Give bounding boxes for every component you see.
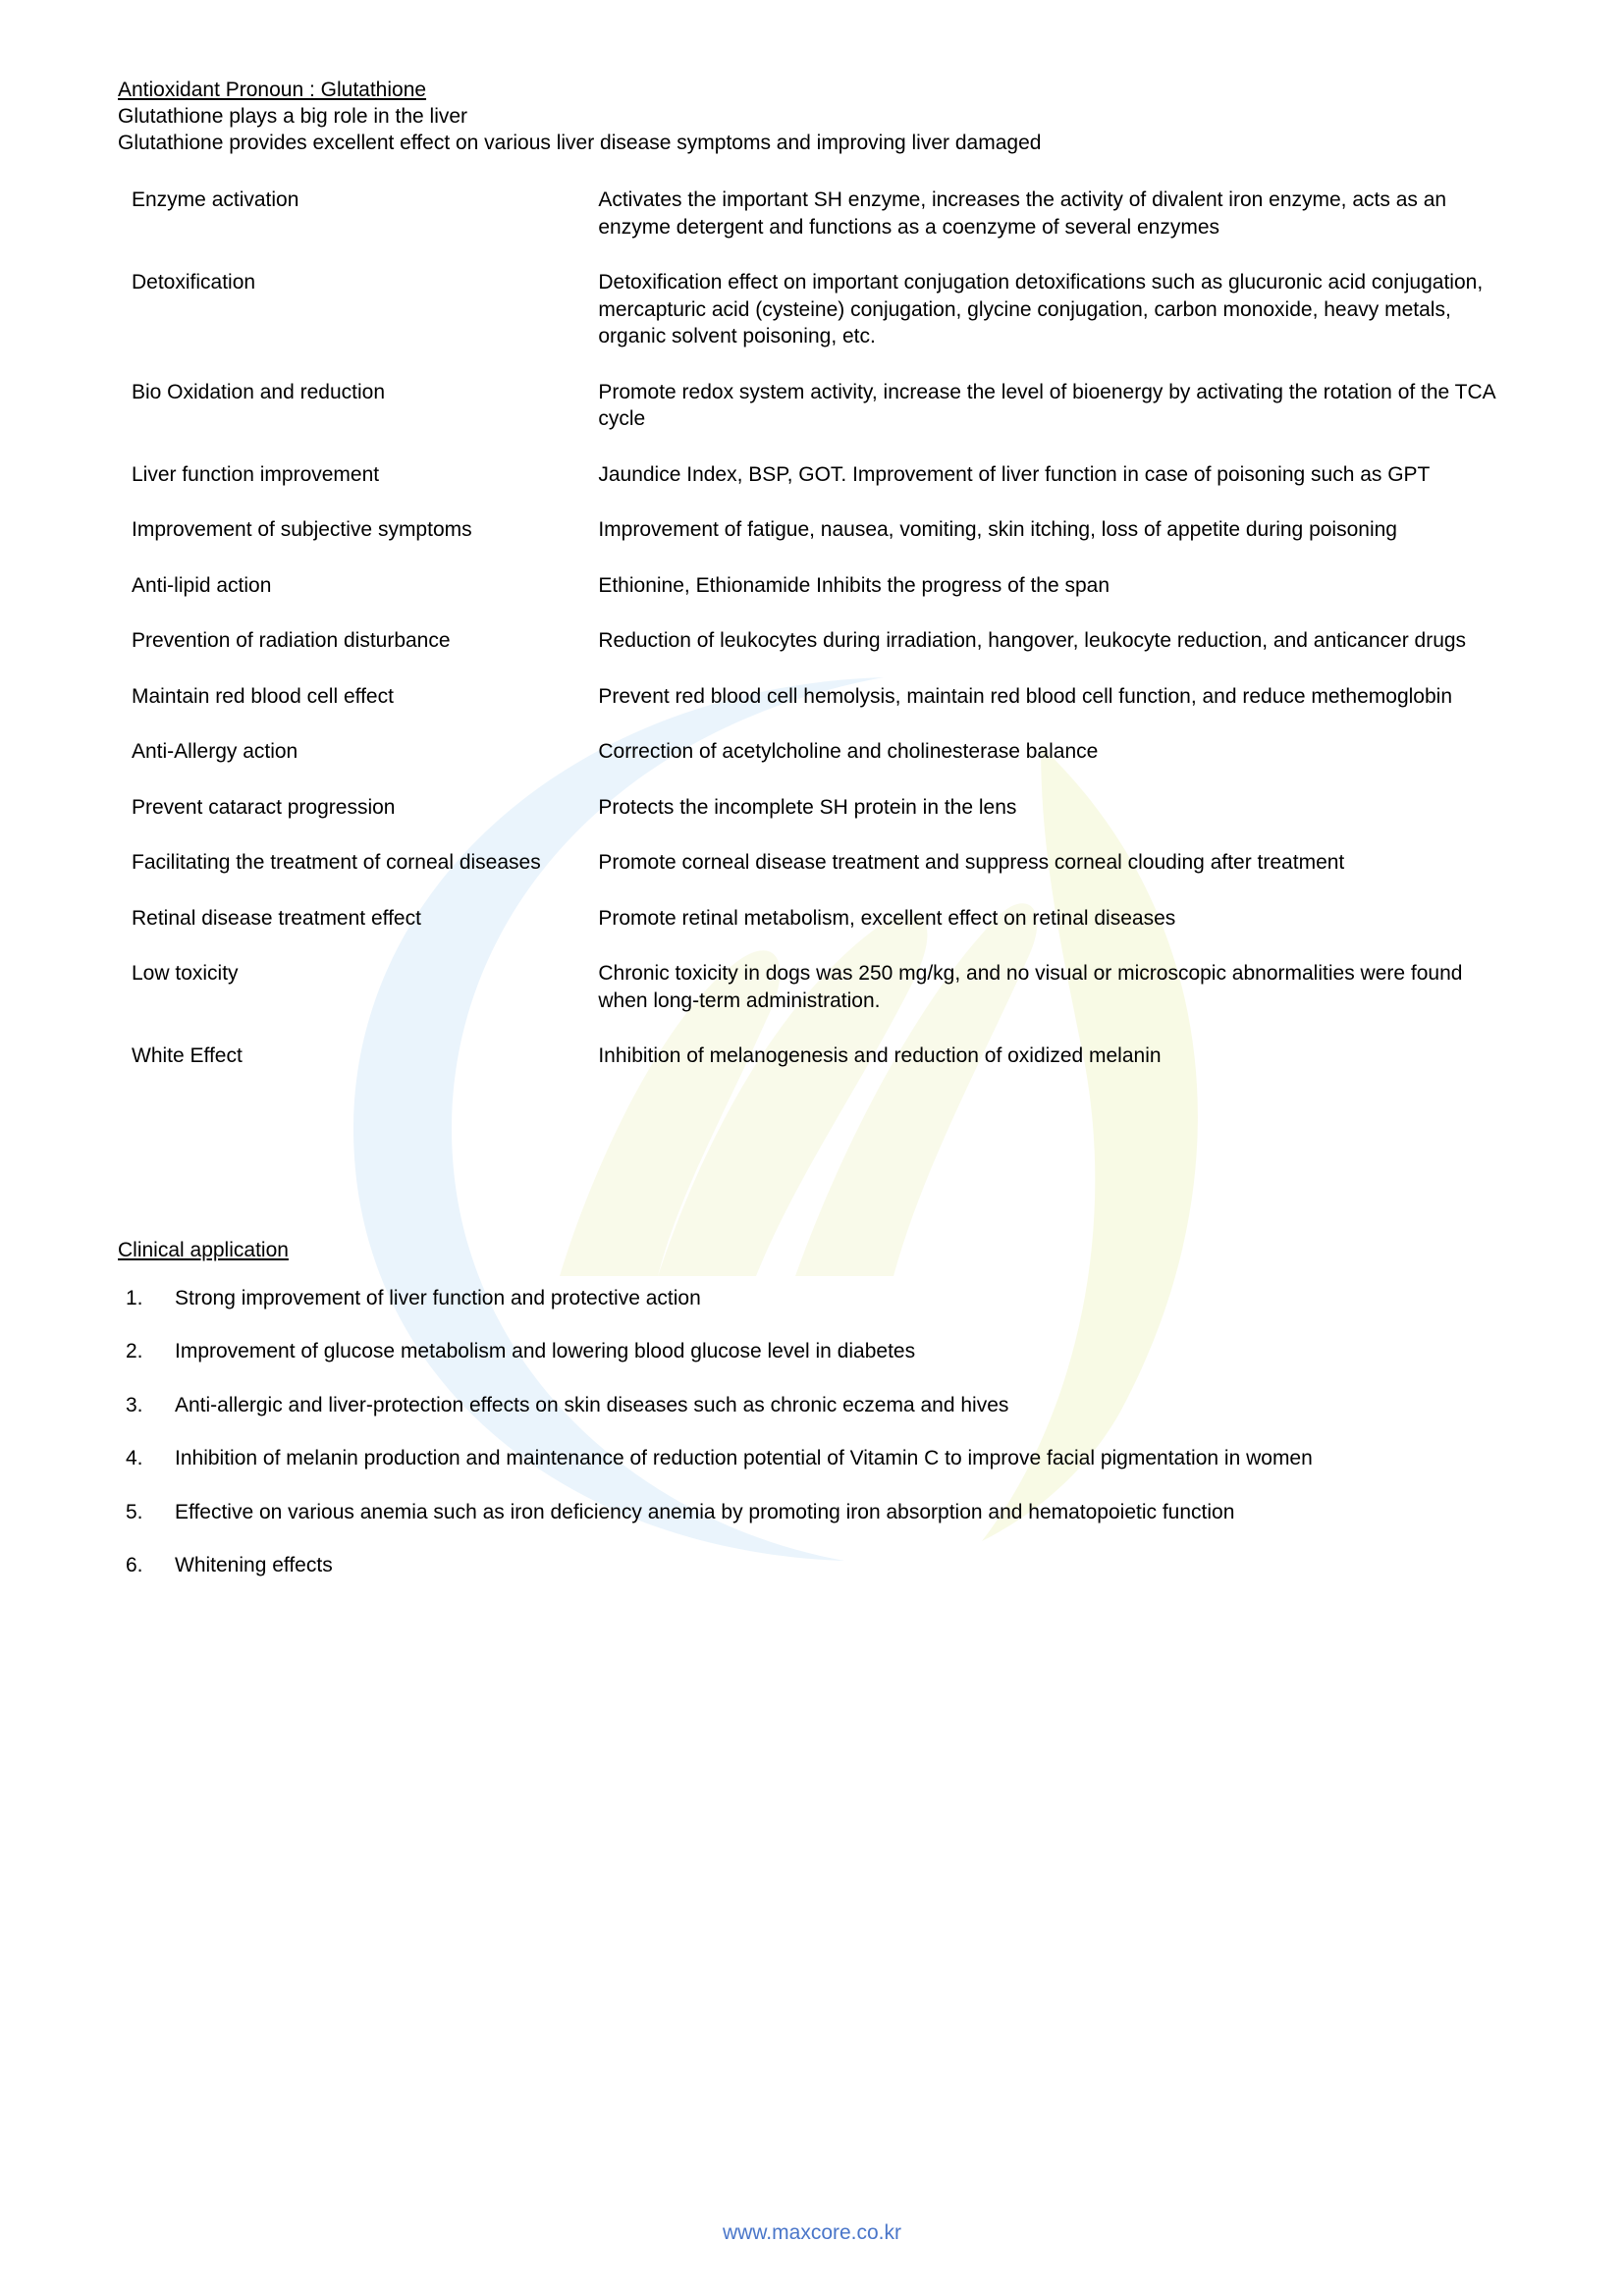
- effect-description: Jaundice Index, BSP, GOT. Improvement of liver function in case of poisoning such as GPT: [598, 462, 1431, 486]
- list-text: Strong improvement of liver function and protective action: [175, 1286, 701, 1309]
- effect-term: Anti-lipid action: [132, 573, 272, 597]
- table-row: [118, 960, 1512, 1042]
- effect-description: Activates the important SH enzyme, increases the activity of divalent iron enzyme, acts as an enzyme detergent and functions as a coenzyme of several enzymes: [598, 188, 1447, 239]
- list-item: [118, 1338, 1512, 1364]
- effect-term: Prevent cataract progression: [132, 795, 396, 819]
- intro-line-2: Glutathione provides excellent effect on various liver disease symptoms and improving liver damaged: [118, 132, 1042, 154]
- table-row: [118, 1042, 1512, 1098]
- effect-description: Correction of acetylcholine and cholinesterase balance: [598, 740, 1099, 763]
- table-row: [118, 572, 1512, 628]
- effect-description: Promote corneal disease treatment and suppress corneal clouding after treatment: [598, 851, 1345, 874]
- table-row: [118, 627, 1512, 683]
- document-title: Antioxidant Pronoun : Glutathione: [118, 79, 427, 101]
- list-number: 6.: [126, 1554, 143, 1576]
- effect-term: Liver function improvement: [132, 462, 380, 486]
- table-row: [118, 269, 1512, 379]
- table-row: [118, 849, 1512, 905]
- list-text: Anti-allergic and liver-protection effects on skin diseases such as chronic eczema and hives: [175, 1393, 1009, 1416]
- table-row: [118, 379, 1512, 461]
- table-row: [118, 738, 1512, 794]
- table-row: [118, 905, 1512, 961]
- effect-description: Reduction of leukocytes during irradiation, hangover, leukocyte reduction, and anticancer drugs: [598, 629, 1467, 652]
- list-item: [118, 1552, 1512, 1578]
- effect-term: Bio Oxidation and reduction: [132, 380, 385, 403]
- effect-term: White Effect: [132, 1044, 243, 1067]
- list-text: Whitening effects: [175, 1554, 333, 1576]
- table-row: [118, 516, 1512, 572]
- effect-description: Promote retinal metabolism, excellent effect on retinal diseases: [598, 906, 1176, 930]
- effect-term: Prevention of radiation disturbance: [132, 629, 451, 652]
- list-text: Effective on various anemia such as iron deficiency anemia by promoting iron absorption and hematopoietic function: [175, 1500, 1235, 1523]
- effect-description: Promote redox system activity, increase the level of bioenergy by activating the rotation of the TCA cycle: [598, 380, 1495, 430]
- list-number: 1.: [126, 1286, 143, 1309]
- effect-term: Detoxification: [132, 271, 256, 294]
- effect-description: Prevent red blood cell hemolysis, maintain red blood cell function, and reduce methemoglobin: [598, 684, 1453, 708]
- list-number: 5.: [126, 1500, 143, 1523]
- effect-term: Anti-Allergy action: [132, 740, 298, 763]
- intro-heading: [118, 77, 1512, 156]
- effect-term: Maintain red blood cell effect: [132, 684, 394, 708]
- list-item: [118, 1285, 1512, 1311]
- list-item: [118, 1445, 1512, 1471]
- effect-description: Protects the incomplete SH protein in the lens: [598, 795, 1017, 819]
- effect-description: Improvement of fatigue, nausea, vomiting, skin itching, loss of appetite during poisoning: [598, 518, 1397, 541]
- footer-website-link[interactable]: www.maxcore.co.kr: [722, 2221, 902, 2244]
- list-item: [118, 1499, 1512, 1525]
- effect-term: Enzyme activation: [132, 188, 299, 211]
- effect-term: Low toxicity: [132, 962, 239, 985]
- list-text: Inhibition of melanin production and maintenance of reduction potential of Vitamin C to improve facial pigmentation in women: [175, 1447, 1313, 1469]
- effect-description: Detoxification effect on important conjugation detoxifications such as glucuronic acid conjugation, mercapturic acid (cysteine) conjugation, glycine conjugation, carbon monoxide, heavy metals, organic solvent poisoning, etc.: [598, 271, 1484, 347]
- clinical-application-title: Clinical application: [118, 1238, 289, 1261]
- effect-term: Improvement of subjective symptoms: [132, 518, 472, 541]
- effect-description: Ethionine, Ethionamide Inhibits the progress of the span: [598, 573, 1110, 597]
- list-number: 2.: [126, 1340, 143, 1362]
- intro-line-1: Glutathione plays a big role in the liver: [118, 105, 468, 128]
- effect-description: Chronic toxicity in dogs was 250 mg/kg, and no visual or microscopic abnormalities were found when long-term administration.: [598, 962, 1463, 1012]
- effect-term: Retinal disease treatment effect: [132, 906, 421, 930]
- table-row: [118, 461, 1512, 517]
- effects-table: [118, 187, 1512, 1098]
- page-content: [118, 77, 1512, 1606]
- table-row: [118, 683, 1512, 739]
- table-row: [118, 187, 1512, 269]
- table-row: [118, 794, 1512, 850]
- effect-description: Inhibition of melanogenesis and reduction of oxidized melanin: [598, 1044, 1162, 1067]
- list-number: 3.: [126, 1393, 143, 1416]
- clinical-application-list: [118, 1285, 1512, 1579]
- list-number: 4.: [126, 1447, 143, 1469]
- list-item: [118, 1392, 1512, 1418]
- effect-term: Facilitating the treatment of corneal diseases: [132, 851, 541, 874]
- list-text: Improvement of glucose metabolism and lowering blood glucose level in diabetes: [175, 1340, 916, 1362]
